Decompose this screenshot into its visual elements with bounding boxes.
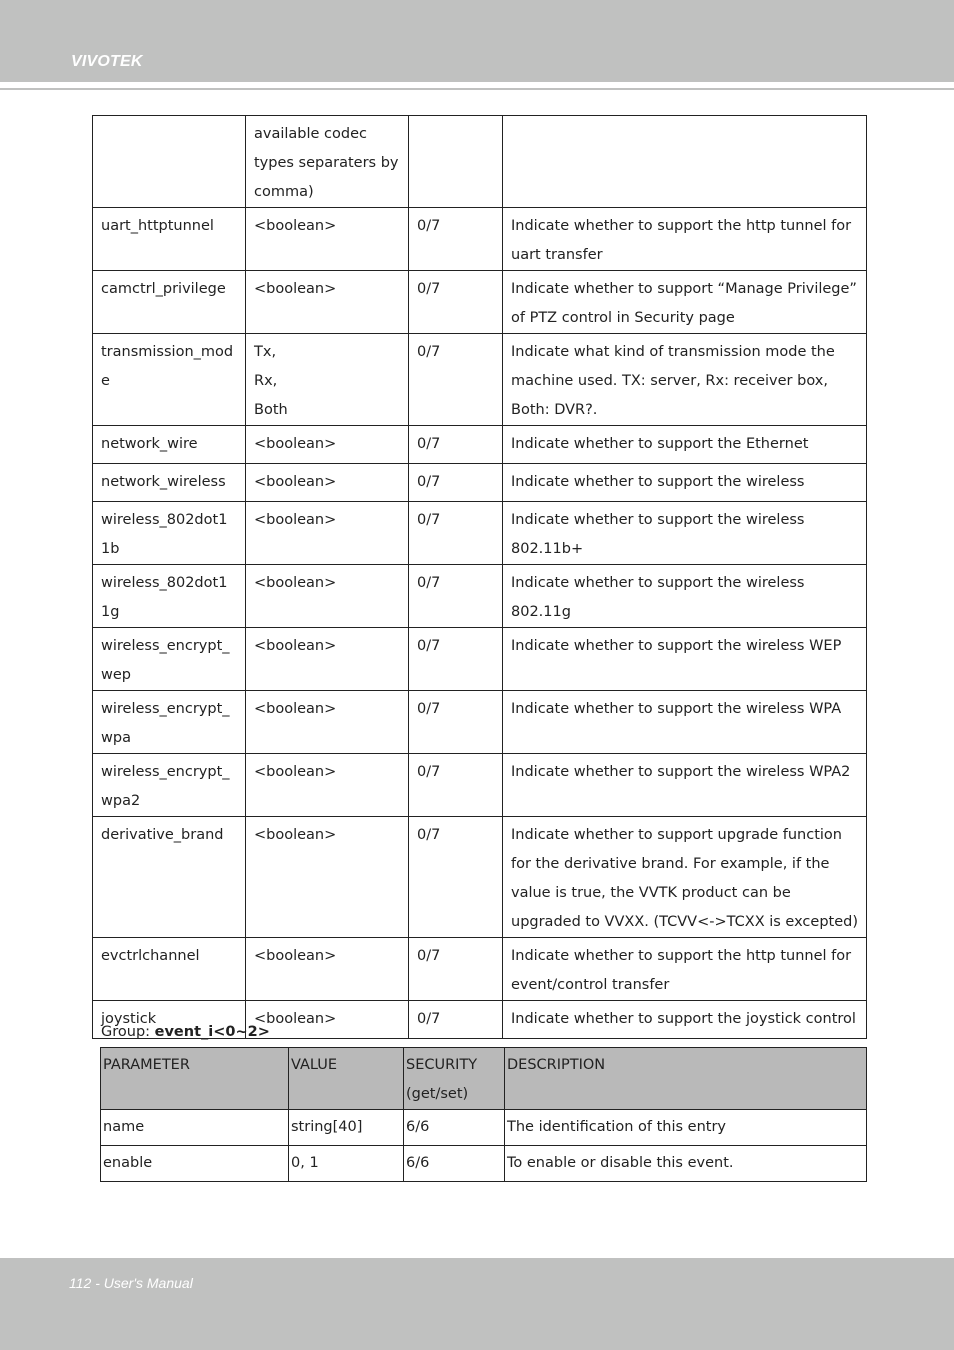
cell-description: Indicate whether to support the wireless WPA2 (503, 754, 867, 817)
table-row (101, 1110, 867, 1146)
cell-description: The identification of this entry (505, 1110, 867, 1146)
cell-security: 0/7 (409, 1001, 503, 1039)
cell-param: wireless_encrypt_ wpa2 (93, 754, 246, 817)
table-row (93, 426, 867, 464)
table-row (93, 691, 867, 754)
table-row (93, 565, 867, 628)
cell-param: camctrl_privilege (93, 271, 246, 334)
header-description: DESCRIPTION (505, 1048, 867, 1110)
page-footer (0, 1258, 954, 1350)
table-row (93, 817, 867, 938)
cell-value: <boolean> (246, 754, 409, 817)
cell-value: <boolean> (246, 208, 409, 271)
cell-param: name (101, 1110, 289, 1146)
table-row (93, 334, 867, 426)
cell-security: 0/7 (409, 938, 503, 1001)
cell-param: evctrlchannel (93, 938, 246, 1001)
table-row (93, 271, 867, 334)
page-header (0, 0, 954, 82)
cell-value: <boolean> (246, 426, 409, 464)
cell-param: wireless_802dot1 1b (93, 502, 246, 565)
cell-security: 0/7 (409, 271, 503, 334)
table-row (93, 754, 867, 817)
cell-description: Indicate whether to support the Ethernet (503, 426, 867, 464)
cell-description: Indicate whether to support the http tunnel for event/control transfer (503, 938, 867, 1001)
header-security: SECURITY (get/set) (404, 1048, 505, 1110)
group-label (101, 1021, 270, 1043)
table-row (93, 208, 867, 271)
cell-security: 6/6 (404, 1110, 505, 1146)
cell-security: 0/7 (409, 691, 503, 754)
cell-value: <boolean> (246, 271, 409, 334)
page-number: 112 - User's Manual (69, 1275, 193, 1291)
cell-value: string[40] (289, 1110, 404, 1146)
cell-param: wireless_802dot1 1g (93, 565, 246, 628)
cell-param: derivative_brand (93, 817, 246, 938)
event-table-body (101, 1110, 867, 1182)
cell-security: 6/6 (404, 1146, 505, 1182)
table-row (93, 938, 867, 1001)
cell-value: <boolean> (246, 1001, 409, 1039)
table-row (93, 628, 867, 691)
header-parameter: PARAMETER (101, 1048, 289, 1110)
cell-param: wireless_encrypt_ wep (93, 628, 246, 691)
cell-value: available codec types separaters by comma) (246, 116, 409, 208)
cell-value: <boolean> (246, 464, 409, 502)
parameter-table-event (100, 1047, 867, 1182)
cell-security: 0/7 (409, 754, 503, 817)
cell-param: enable (101, 1146, 289, 1182)
cell-description: Indicate whether to support the wireless WPA (503, 691, 867, 754)
cell-param: network_wireless (93, 464, 246, 502)
header-value: VALUE (289, 1048, 404, 1110)
cell-security: 0/7 (409, 565, 503, 628)
cell-value: <boolean> (246, 817, 409, 938)
cell-security: 0/7 (409, 208, 503, 271)
cell-value: <boolean> (246, 502, 409, 565)
table-row (93, 502, 867, 565)
cell-description (503, 116, 867, 208)
cell-value: 0, 1 (289, 1146, 404, 1182)
cell-description: To enable or disable this event. (505, 1146, 867, 1182)
brand-logo: VIVOTEK (71, 53, 143, 70)
cell-description: Indicate what kind of transmission mode the machine used. TX: server, Rx: receiver box, Both: DVR?. (503, 334, 867, 426)
group-name: event_i<0~2> (154, 1024, 270, 1040)
cell-value: <boolean> (246, 938, 409, 1001)
table-header-row (101, 1048, 867, 1110)
cell-description: Indicate whether to support the wireless (503, 464, 867, 502)
cell-param: joystick (93, 1001, 246, 1039)
cell-security: 0/7 (409, 334, 503, 426)
cell-param (93, 116, 246, 208)
cell-value: Tx, Rx, Both (246, 334, 409, 426)
group-prefix: Group: (101, 1024, 151, 1040)
cell-value: <boolean> (246, 691, 409, 754)
cell-security (409, 116, 503, 208)
cell-description: Indicate whether to support “Manage Privilege” of PTZ control in Security page (503, 271, 867, 334)
cell-security: 0/7 (409, 426, 503, 464)
cell-description: Indicate whether to support the wireless 802.11g (503, 565, 867, 628)
cell-description: Indicate whether to support the http tunnel for uart transfer (503, 208, 867, 271)
cell-param: wireless_encrypt_ wpa (93, 691, 246, 754)
parameter-table-capability (92, 115, 867, 1039)
cell-security: 0/7 (409, 464, 503, 502)
cell-security: 0/7 (409, 502, 503, 565)
cell-description: Indicate whether to support the wireless WEP (503, 628, 867, 691)
cell-security: 0/7 (409, 628, 503, 691)
table-row (101, 1146, 867, 1182)
cell-param: transmission_mod e (93, 334, 246, 426)
cell-value: <boolean> (246, 565, 409, 628)
table-row (93, 464, 867, 502)
cell-description: Indicate whether to support upgrade function for the derivative brand. For example, if the value is true, the VVTK product can be upgraded to VVXX. (TCVV<->TCXX is excepted) (503, 817, 867, 938)
parameter-table-body (93, 116, 867, 1039)
cell-description: Indicate whether to support the wireless 802.11b+ (503, 502, 867, 565)
cell-param: uart_httptunnel (93, 208, 246, 271)
cell-param: network_wire (93, 426, 246, 464)
cell-security: 0/7 (409, 817, 503, 938)
header-rule (0, 88, 954, 90)
table-row (93, 116, 867, 208)
cell-value: <boolean> (246, 628, 409, 691)
cell-description: Indicate whether to support the joystick control (503, 1001, 867, 1039)
